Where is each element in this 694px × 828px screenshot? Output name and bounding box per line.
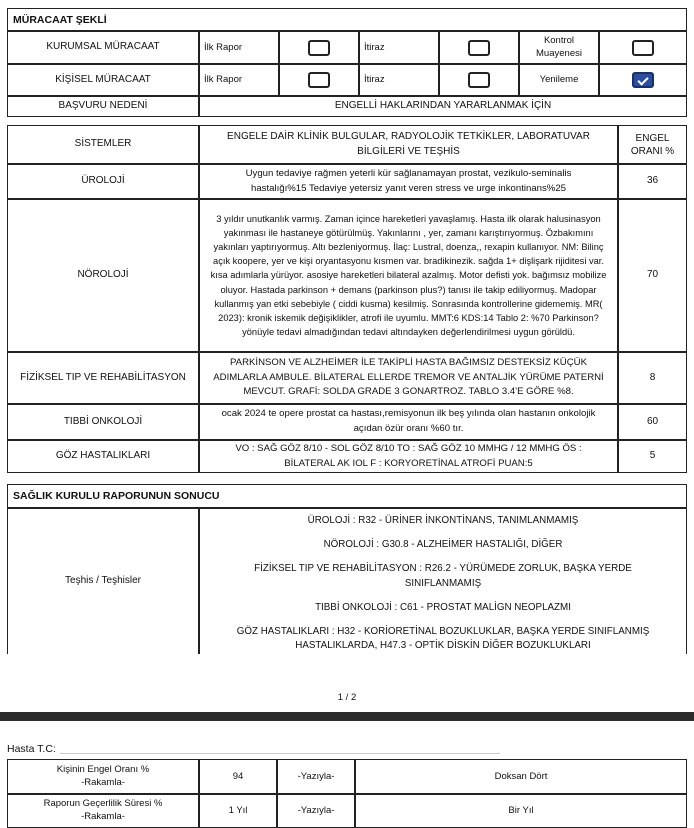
page-number: 1 / 2 [337, 692, 357, 703]
engel-orani-value: 94 [199, 759, 277, 794]
checkbox[interactable] [468, 40, 490, 56]
system-rate: 60 [618, 404, 687, 440]
system-rate: 36 [618, 164, 687, 199]
ilk-rapor-label: İlk Rapor [199, 64, 279, 96]
system-findings: Uygun tedaviye rağmen yeterli kür sağlanamayan prostat, vezikulo-seminalis hastalığı%15 Tedaviye yetersiz yanıt veren stress ve urge inkontinans%25 [199, 164, 618, 199]
system-name: TIBBİ ONKOLOJİ [7, 404, 199, 440]
basvuru-nedeni-value: ENGELLİ HAKLARINDAN YARARLANMAK İÇİN [199, 96, 687, 117]
yenileme-checkbox-cell [599, 64, 687, 96]
engel-orani-yaziyla: Doksan Dört [355, 759, 687, 794]
checkbox[interactable] [632, 40, 654, 56]
kisisel-ilk-rapor-checkbox-cell [279, 64, 359, 96]
teshis-list [199, 508, 687, 654]
col-header-sistemler: SİSTEMLER [7, 125, 199, 164]
system-findings: PARKİNSON VE ALZHEİMER İLE TAKİPLİ HASTA BAĞIMSIZ DESTEKSİZ KÜÇÜK ADIMLARLA AMBULE. BİLATERAL ELLERDE TREMOR VE ANTALJİK YÜRÜME PATERNİ MEVCUT. GRAFİ: SOLDA GRADE 3 GONARTROZ. TABLO 3.4'E GÖRE %8. [199, 352, 618, 404]
page-break-bar [0, 712, 694, 721]
col-header-bulgular: ENGELE DAİR KLİNİK BULGULAR, RADYOLOJİK TETKİKLER, LABORATUVAR BİLGİLERİ VE TEŞHİS [199, 125, 618, 164]
system-findings: ocak 2024 te opere prostat ca hastası,remisyonun ilk beş yılında olan hastanın onkolojik açıdan özür oranı %60 tır. [199, 404, 618, 440]
checkbox[interactable] [308, 40, 330, 56]
divider [60, 753, 500, 754]
system-rate: 70 [618, 199, 687, 352]
checked-checkbox[interactable] [632, 72, 654, 88]
gecerlilik-suresi-yaziyla: Bir Yıl [355, 794, 687, 828]
system-rate: 8 [618, 352, 687, 404]
system-findings: 3 yıldır unutkanlık varmış. Zaman içince hareketleri yavaşlamış. Hasta ilk olarak halusinasyon yakınması ile hastaneye götürülmüş. Yakınlarını , yer, zamanı karıştırıyormuş. Özbakımını yakınları yaptırıyormuş. Altı bezleniyormuş. İlaç: Lustral, doenza,, rexapin kullanıyor. NM: Bilinç açık koopere, yer ve kişi oryantasyonu kısmen var. bradikinezik. sağda 1+ dişlişark rijiditesi var. kısa adımlarla yürüyor. asosiye hareketleri bilateral azalmış. Motor defisti yok. bağımsız mobilize oluyor. Hastada parkinson + demans (parkinson plus?) tanısı ile takip ediliyormuş. Madopar kullanmış yan etki sebebiyle ( ciddi kusma) kesilmiş. Sonrasında kontrollerine gidememiş. MR( 2023): kronik iskemik değişiklikler, atrofi ile uyumlu. MMT:6 KDS:14 Tablo 2: %70 Parkinson? yönüyle tedavi almadığından tedavi altındayken değerlendirilmesi uygun görüldü. [199, 199, 618, 352]
section-title-sonuc: SAĞLIK KURULU RAPORUNUN SONUCU [7, 484, 687, 508]
hasta-tc-label: Hasta T.C: [7, 743, 56, 755]
checkbox[interactable] [308, 72, 330, 88]
teshis-item: NÖROLOJİ : G30.8 - ALZHEİMER HASTALIĞI, DİĞER [323, 539, 563, 551]
yaziyla-label: -Yazıyla- [277, 794, 355, 828]
system-name: NÖROLOJİ [7, 199, 199, 352]
kontrol-checkbox-cell [599, 31, 687, 64]
kurumsal-muracaat-label: KURUMSAL MÜRACAAT [7, 31, 199, 64]
kisisel-muracaat-label: KİŞİSEL MÜRACAAT [7, 64, 199, 96]
system-findings: VO : SAĞ GÖZ 8/10 - SOL GÖZ 8/10 TO : SAĞ GÖZ 10 MMHG / 12 MMHG ÖS : BİLATERAL AK IOL F : KORYORETİNAL ATROFİ PUAN:5 [199, 440, 618, 473]
section-title-muracaat: MÜRACAAT ŞEKLİ [7, 8, 687, 31]
itiraz-label: İtiraz [359, 64, 439, 96]
gecerlilik-suresi-label: Raporun Geçerlilik Süresi % -Rakamla- [7, 794, 199, 828]
ilk-rapor-label: İlk Rapor [199, 31, 279, 64]
system-name: ÜROLOJİ [7, 164, 199, 199]
yaziyla-label: -Yazıyla- [277, 759, 355, 794]
basvuru-nedeni-label: BAŞVURU NEDENİ [7, 96, 199, 117]
yenileme-label: Yenileme [519, 64, 599, 96]
itiraz-label: İtiraz [359, 31, 439, 64]
engel-orani-label: Kişinin Engel Oranı % -Rakamla- [7, 759, 199, 794]
kisisel-itiraz-checkbox-cell [439, 64, 519, 96]
system-name: GÖZ HASTALIKLARI [7, 440, 199, 473]
col-header-engel-orani: ENGEL ORANI % [618, 125, 687, 164]
system-rate: 5 [618, 440, 687, 473]
kontrol-muayenesi-label: Kontrol Muayenesi [519, 31, 599, 64]
teshis-item: FİZİKSEL TIP VE REHABİLİTASYON : R26.2 - YÜRÜMEDE ZORLUK, BAŞKA YERDE SINIFLANMAMIŞ [254, 563, 632, 589]
teshis-label: Teşhis / Teşhisler [7, 508, 199, 654]
checkbox[interactable] [468, 72, 490, 88]
teshis-item: GÖZ HASTALIKLARI : H32 - KORİORETİNAL BOZUKLUKLAR, BAŞKA YERDE SINIFLANMIŞ HASTALIKLARDA, H47.3 - OPTİK DİSKİN DİĞER BOZUKLUKLARI [236, 626, 650, 652]
kurumsal-ilk-rapor-checkbox-cell [279, 31, 359, 64]
system-name: FİZİKSEL TIP VE REHABİLİTASYON [7, 352, 199, 404]
teshis-item: TIBBİ ONKOLOJİ : C61 - PROSTAT MALİGN NEOPLAZMI [315, 601, 571, 613]
kurumsal-itiraz-checkbox-cell [439, 31, 519, 64]
teshis-item: ÜROLOJİ : R32 - ÜRİNER İNKONTİNANS, TANIMLANMAMIŞ [307, 515, 579, 526]
gecerlilik-suresi-value: 1 Yıl [199, 794, 277, 828]
